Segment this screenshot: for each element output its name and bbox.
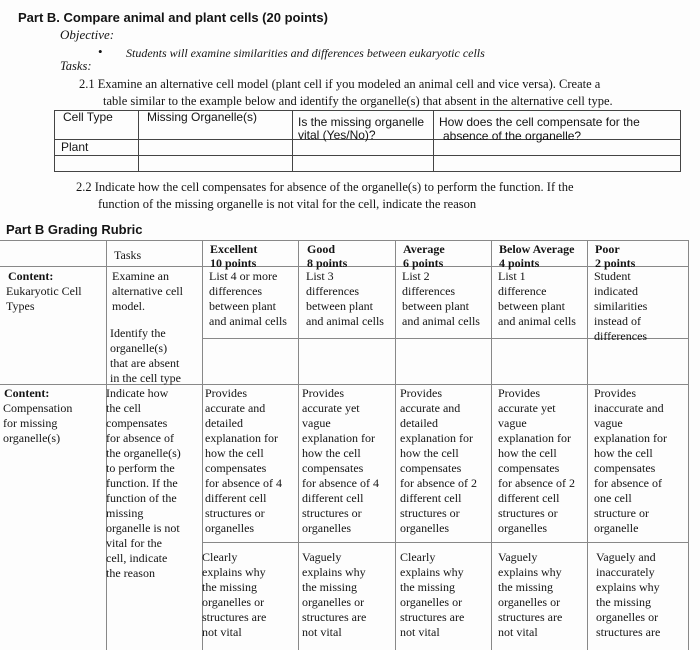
row2-task-line: compensates xyxy=(106,416,168,430)
header-cell-type: Cell Type xyxy=(63,110,113,124)
row1-task-line: model. xyxy=(112,299,145,313)
row3-poor-line: inaccurately xyxy=(596,565,655,579)
row2-average-line: different cell xyxy=(400,491,462,505)
row2-task-line: missing xyxy=(106,506,144,520)
row3-poor-line: structures are xyxy=(596,625,661,639)
row1-excellent-line: List 4 or more xyxy=(209,269,278,283)
row1-good-line: differences xyxy=(306,284,360,298)
row1-excellent-line: differences xyxy=(209,284,263,298)
row2-below-line: accurate yet xyxy=(498,401,556,415)
row2-below-line: explanation for xyxy=(498,431,571,445)
row2-excellent-line: structures or xyxy=(205,506,265,520)
row1-below-line: difference xyxy=(498,284,547,298)
row2-excellent-line: how the cell xyxy=(205,446,264,460)
row3-below-line: structures are xyxy=(498,610,563,624)
row2-below-line: structures or xyxy=(498,506,558,520)
row3-average-line: not vital xyxy=(400,625,440,639)
grading-rubric-table xyxy=(0,240,689,650)
row3-excellent-line: explains why xyxy=(202,565,266,579)
header-tasks: Tasks xyxy=(114,248,142,262)
row2-task-line: vital for the xyxy=(106,536,162,550)
row2-average-line: for absence of 2 xyxy=(400,476,477,490)
row1-poor-line: differences xyxy=(594,329,648,343)
row2-below-line: how the cell xyxy=(498,446,557,460)
row2-average-line: organelles xyxy=(400,521,450,535)
row2-average-line: detailed xyxy=(400,416,438,430)
row3-below-line: the missing xyxy=(498,580,554,594)
row2-poor-line: inaccurate and xyxy=(594,401,664,415)
row1-excellent-line: between plant xyxy=(209,299,276,313)
header-compensate-line2: absence of the organelle? xyxy=(443,129,582,143)
row2-below-line: Provides xyxy=(498,386,540,400)
row3-average-line: explains why xyxy=(400,565,464,579)
row2-content-line: for missing xyxy=(3,416,58,430)
row2-poor-line: how the cell xyxy=(594,446,653,460)
task-2-2-line1: 2.2 Indicate how the cell compensates for absence of the organelle(s) to perform the function. If the xyxy=(76,180,574,194)
row2-task-line: function of the xyxy=(106,491,177,505)
row2-below-line: for absence of 2 xyxy=(498,476,575,490)
row2-good-line: explanation for xyxy=(302,431,375,445)
row3-good-line: Vaguely xyxy=(302,550,342,564)
row2-content-label: Content: xyxy=(4,386,50,400)
row2-poor-line: explanation for xyxy=(594,431,667,445)
row2-poor-line: structure or xyxy=(594,506,649,520)
header-vital-line1: Is the missing organelle xyxy=(298,115,425,129)
row1-task-line: alternative cell xyxy=(112,284,183,298)
row2-average-line: Provides xyxy=(400,386,442,400)
row3-excellent-line: Clearly xyxy=(202,550,238,564)
row1-excellent-line: and animal cells xyxy=(209,314,287,328)
row1b-task-line: in the cell type xyxy=(110,371,181,385)
part-b-title: Part B. Compare animal and plant cells (20 points) xyxy=(18,10,328,25)
row3-below-line: not vital xyxy=(498,625,538,639)
row-label-plant: Plant xyxy=(61,140,89,154)
row2-task-line: for absence of xyxy=(106,431,174,445)
row2-excellent-line: explanation for xyxy=(205,431,278,445)
row2-average-line: accurate and xyxy=(400,401,461,415)
row2-good-line: different cell xyxy=(302,491,364,505)
header-poor-points: 2 points xyxy=(595,256,636,270)
row2-poor-line: organelle xyxy=(594,521,639,535)
row1b-task-line: organelle(s) xyxy=(110,341,168,355)
row2-excellent-line: different cell xyxy=(205,491,267,505)
row1-below-line: and animal cells xyxy=(498,314,576,328)
row1-poor-line: Student xyxy=(594,269,631,283)
row1-poor-line: indicated xyxy=(594,284,638,298)
row2-excellent-line: accurate and xyxy=(205,401,266,415)
tasks-label: Tasks: xyxy=(60,59,92,73)
row1-good-line: between plant xyxy=(306,299,373,313)
row2-good-line: organelles xyxy=(302,521,352,535)
row2-excellent-line: organelles xyxy=(205,521,255,535)
row1-good-line: and animal cells xyxy=(306,314,384,328)
row2-good-line: accurate yet xyxy=(302,401,360,415)
row1-content-label: Content: xyxy=(8,269,54,283)
cell-type-table xyxy=(54,110,681,172)
row2-below-line: compensates xyxy=(498,461,560,475)
row3-excellent-line: the missing xyxy=(202,580,258,594)
row2-average-line: explanation for xyxy=(400,431,473,445)
row2-good-line: structures or xyxy=(302,506,362,520)
row2-below-line: different cell xyxy=(498,491,560,505)
row2-excellent-line: for absence of 4 xyxy=(205,476,282,490)
row2-content-line: organelle(s) xyxy=(3,431,61,445)
row1-poor-line: similarities xyxy=(594,299,648,313)
row2-average-line: how the cell xyxy=(400,446,459,460)
header-missing-organelles: Missing Organelle(s) xyxy=(147,110,258,124)
row2-excellent-line: compensates xyxy=(205,461,267,475)
header-vital-line2: vital (Yes/No)? xyxy=(298,128,376,142)
row2-poor-line: one cell xyxy=(594,491,632,505)
row2-good-line: vague xyxy=(302,416,331,430)
row2-content-line: Compensation xyxy=(3,401,73,415)
row2-average-line: compensates xyxy=(400,461,462,475)
row3-below-line: organelles or xyxy=(498,595,561,609)
row2-task-line: the organelle(s) xyxy=(106,446,181,460)
row1-average-line: differences xyxy=(402,284,456,298)
row2-below-line: organelles xyxy=(498,521,548,535)
row2-good-line: how the cell xyxy=(302,446,361,460)
row3-good-line: the missing xyxy=(302,580,358,594)
row1-poor-line: instead of xyxy=(594,314,641,328)
row3-excellent-line: not vital xyxy=(202,625,242,639)
row2-poor-line: vague xyxy=(594,416,623,430)
row1-below-line: between plant xyxy=(498,299,565,313)
row2-task-line: Indicate how xyxy=(106,386,169,400)
row1-content-line: Types xyxy=(6,299,35,313)
row2-task-line: cell, indicate xyxy=(106,551,168,565)
row3-good-line: explains why xyxy=(302,565,366,579)
header-average-points: 6 points xyxy=(403,256,444,270)
row3-good-line: not vital xyxy=(302,625,342,639)
row2-average-line: structures or xyxy=(400,506,460,520)
row3-good-line: structures are xyxy=(302,610,367,624)
bullet-icon: • xyxy=(98,44,103,59)
row2-task-line: the cell xyxy=(106,401,141,415)
header-below-average: Below Average xyxy=(499,242,575,256)
row1-good-line: List 3 xyxy=(306,269,334,283)
row1b-task-line: Identify the xyxy=(110,326,166,340)
row2-poor-line: Provides xyxy=(594,386,636,400)
header-good-points: 8 points xyxy=(307,256,348,270)
header-good: Good xyxy=(307,242,336,256)
row3-average-line: the missing xyxy=(400,580,456,594)
row3-poor-line: Vaguely and xyxy=(596,550,656,564)
task-2-1-line1: 2.1 Examine an alternative cell model (plant cell if you modeled an animal cell and vice versa). Create a xyxy=(79,77,601,91)
row3-below-line: Vaguely xyxy=(498,550,538,564)
row1-content-line: Eukaryotic Cell xyxy=(6,284,82,298)
row2-excellent-line: detailed xyxy=(205,416,243,430)
row3-average-line: structures are xyxy=(400,610,465,624)
task-2-2-line2: function of the missing organelle is not vital for the cell, indicate the reason xyxy=(98,197,477,211)
rubric-title: Part B Grading Rubric xyxy=(6,222,143,237)
row2-good-line: Provides xyxy=(302,386,344,400)
row2-task-line: to perform the xyxy=(106,461,175,475)
row1-average-line: and animal cells xyxy=(402,314,480,328)
row3-average-line: Clearly xyxy=(400,550,436,564)
row3-excellent-line: organelles or xyxy=(202,595,265,609)
task-2-1-line2: table similar to the example below and identify the organelle(s) that absent in the alternative cell type. xyxy=(103,94,613,108)
row1-average-line: between plant xyxy=(402,299,469,313)
row3-poor-line: the missing xyxy=(596,595,652,609)
row1b-task-line: that are absent xyxy=(110,356,180,370)
row2-poor-line: compensates xyxy=(594,461,656,475)
row2-excellent-line: Provides xyxy=(205,386,247,400)
row3-below-line: explains why xyxy=(498,565,562,579)
row1-below-line: List 1 xyxy=(498,269,526,283)
row1-task-line: Examine an xyxy=(112,269,169,283)
row2-below-line: vague xyxy=(498,416,527,430)
header-below-average-points: 4 points xyxy=(499,256,540,270)
row3-poor-line: organelles or xyxy=(596,610,659,624)
header-compensate-line1: How does the cell compensate for the xyxy=(439,115,640,129)
row2-task-line: the reason xyxy=(106,566,155,580)
row3-excellent-line: structures are xyxy=(202,610,267,624)
header-excellent: Excellent xyxy=(210,242,258,256)
row3-poor-line: explains why xyxy=(596,580,660,594)
row3-average-line: organelles or xyxy=(400,595,463,609)
row3-good-line: organelles or xyxy=(302,595,365,609)
header-poor: Poor xyxy=(595,242,620,256)
row1-average-line: List 2 xyxy=(402,269,430,283)
objective-text: Students will examine similarities and differences between eukaryotic cells xyxy=(126,46,485,60)
row2-poor-line: for absence of xyxy=(594,476,662,490)
header-average: Average xyxy=(403,242,445,256)
objective-label: Objective: xyxy=(60,27,115,42)
row2-good-line: compensates xyxy=(302,461,364,475)
row2-good-line: for absence of 4 xyxy=(302,476,379,490)
row2-task-line: organelle is not xyxy=(106,521,180,535)
header-excellent-points: 10 points xyxy=(210,256,257,270)
row2-task-line: function. If the xyxy=(106,476,178,490)
